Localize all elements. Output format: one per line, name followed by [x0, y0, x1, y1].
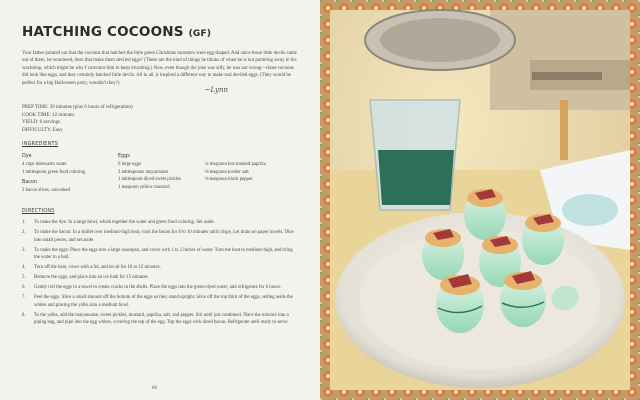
recipe-meta [22, 104, 298, 134]
ingredients-col-eggs [118, 153, 218, 191]
ingredient-item: ⅛ teaspoon black pepper [205, 177, 253, 183]
ingredient-item: 1 teaspoon yellow mustard [118, 184, 170, 190]
direction-step: 6. Gently roll the eggs in a towel to create cracks in the shells. Place the eggs into the green-dyed water, and refrigerate for 6 hours. [22, 285, 282, 291]
ingredients-list [22, 153, 298, 205]
direction-step: 7. Peel the eggs. Slice a small amount off the bottom of the eggs so they stand upright. Slice off the top third of the eggs, setting aside the whites and placing the yolks into a medium bowl. [22, 295, 293, 308]
direction-step: 1. To make the dye: In a large bowl, whisk together the water and green food coloring. Set aside. [22, 220, 215, 226]
recipe-title-text: HATCHING COCOONS [22, 24, 184, 40]
recipe-title [22, 24, 298, 42]
gluten-free-tag: (GF) [188, 29, 212, 39]
difficulty: DIFFICULTY: Easy [22, 127, 63, 133]
direction-step: 2. To make the bacon: In a skillet over medium-high heat, cook the bacon for 8 to 10 minutes until crispy. Let drain on paper towels. Dice into small pieces, and set aside. [22, 230, 294, 243]
deviled-eggs-photo [320, 0, 640, 400]
cook-time: COOK TIME: 12 minutes [22, 112, 75, 118]
ingredient-item: ⅛ teaspoon kosher salt [205, 169, 249, 175]
directions-heading: DIRECTIONS [22, 209, 55, 215]
ingredients-heading: INGREDIENTS [22, 142, 59, 148]
ingredient-item: 4 cups lukewarm water [22, 162, 67, 167]
direction-step: 3. To make the eggs: Place the eggs into a large saucepan, and cover with 1 to 2 inches of water. Turn the heat to medium-high, and bring the water to a boil. [22, 247, 293, 261]
ingredients-col-seasonings [205, 153, 325, 183]
prep-time: PREP TIME: 30 minutes (plus 6 hours of refrigeration) [22, 105, 133, 111]
ingredient-item: 2 bacon slices, uncooked [22, 187, 70, 193]
ingredient-item: ¼ teaspoon hot smoked paprika [205, 162, 266, 167]
recipe-intro: Your father pointed out that the cocoons that hatched the little green Christmas monsters were egg shaped. And since those little devils came out of them, he wondered, does that make them deviled eggs? (These are the kind of things he thinks of when he is not puttering away in his workshop, which might be why I convince him to keep inventing.) Now, even though the joke was silly, he was not wrong—those cocoons did look like eggs, and they certainly hatched little devils. All in all, it inspired a different way to make real deviled eggs. (They would be perfect for a big Halloween party, wouldn't they?) [22, 51, 297, 86]
ingredient-item: 1 tablespoon green food coloring [22, 169, 86, 175]
page-number: 88 [152, 386, 157, 391]
bacon-heading: Bacon [22, 179, 38, 186]
directions-list [22, 219, 298, 326]
ingredient-item: 3 tablespoons mayonnaise [118, 169, 169, 175]
direction-step: 8. To the yolks, add the mayonnaise, sweet pickles, mustard, paprika, salt, and pepper. Stir until just combined. Place the mixture into a piping bag, and pipe into the egg whites, covering the top of the egg. Top the eggs with diced bacon. Refrigerate until ready to serve. [22, 312, 289, 326]
dye-heading: Dye [22, 153, 32, 160]
eggs-heading: Eggs [118, 153, 130, 160]
signature: ~Lynn [204, 86, 228, 95]
food-photo [320, 0, 640, 400]
ingredients-col-dye-bacon [22, 153, 122, 194]
ingredient-item: 1 tablespoon diced sweet pickles [118, 177, 181, 183]
direction-step: 4. Turn off the heat, cover with a lid, and let sit for 10 to 12 minutes. [22, 265, 161, 271]
ingredient-item: 6 large eggs [118, 162, 142, 167]
yield: YIELD: 6 servings [22, 120, 61, 126]
direction-step: 5. Remove the eggs, and place into an ice bath for 15 minutes. [22, 275, 149, 281]
